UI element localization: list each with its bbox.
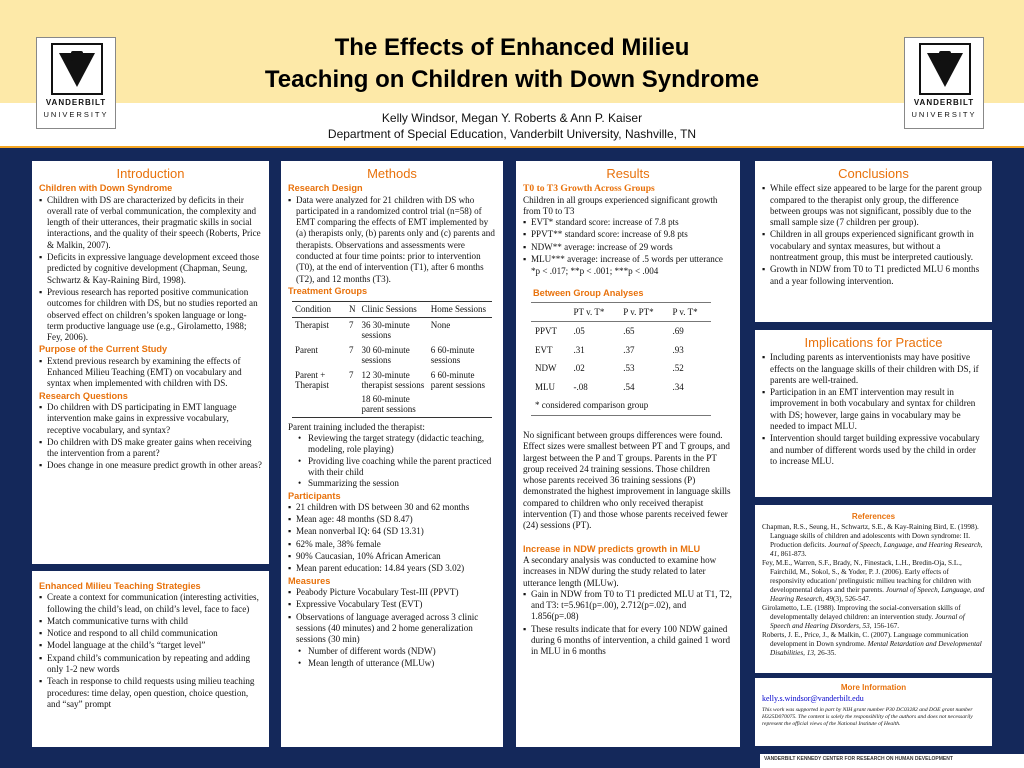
table-cell: 7 <box>348 344 354 355</box>
results-title: Results <box>606 166 650 181</box>
affiliation: Department of Special Education, Vanderbilt University, Nashville, TN <box>327 127 697 141</box>
table-cell: EVT <box>535 344 553 355</box>
column-header: Home Sessions <box>430 304 487 315</box>
bullet-item: ▪ Previous research has reported positive communication outcomes for children with DS, but no studies reported an observed effect on children’s spoken language or long-term productive language use (e.g., Girolametto, 1988; Fey, 2006). <box>39 287 262 343</box>
subheading: Research Design <box>288 183 363 194</box>
implications-panel <box>755 330 992 497</box>
bullet-item: ▪ Do children with DS participating in EMT language intervention make gains in expressive vocabulary, receptive vocabulary, and syntax? <box>39 402 262 436</box>
column-header: PT v. T* <box>573 306 605 317</box>
column-header: N <box>348 304 356 315</box>
email-link[interactable]: kelly.s.windsor@vanderbilt.edu <box>762 694 864 704</box>
vanderbilt-logo-right <box>904 37 984 129</box>
logo-university: UNIVERSITY <box>911 110 977 119</box>
bullet-list <box>762 183 985 287</box>
logo-university: UNIVERSITY <box>43 110 109 119</box>
table-cell: .65 <box>623 326 635 337</box>
observation-list <box>298 646 496 669</box>
significance-note: *p < .017; **p < .001; ***p < .004 <box>531 266 659 277</box>
table-row <box>292 368 492 418</box>
bullet-item: ▪ Children in all groups experienced significant growth in vocabulary and syntax measures, but without a nontreatment group, this must be interpreted cautiously. <box>762 229 985 263</box>
measures-list <box>288 587 496 645</box>
table-cell: 30 60-minute sessions <box>361 344 410 366</box>
column-header: P v. PT* <box>623 306 654 317</box>
subheading: Purpose of the Current Study <box>39 344 168 355</box>
column-header <box>531 302 569 322</box>
ref-text: Chapman, R.S., Seung, H., Schwartz, S.E., & Kay-Raining Bird, E. (1998). Language skills of children and adolescents with Down syndrome: II. Production deficits. <box>762 523 979 549</box>
list-item: • Reviewing the target strategy (didactic teaching, modeling, role playing) <box>298 433 496 456</box>
table-cell: 36 30-minute sessions <box>361 319 410 341</box>
bullet-item: ▪ PPVT** standard score: increase of 9.8 pts <box>523 229 733 240</box>
bullet-item: ▪ Deficits in expressive language development exceed those predicted by cognitive development (Chapman, Seung, Schwartz & Kay-Raining Bird, 1998). <box>39 252 262 286</box>
table-cell: -.08 <box>573 381 588 392</box>
results-paragraph: No significant between groups differences were found. Effect sizes were smallest between PT and T groups, and largest between the P and T groups. Parents in the PT group received 24 training sessions. Those children whose parents received 36 training sessions (P) demonstrated the highest improvement in language skills compared to children who only received therapist intervention (T) and those whose parents received fewer (24) sessions (PT). <box>523 429 731 531</box>
poster-header <box>0 0 1024 148</box>
bullet-list <box>288 195 496 285</box>
list-item: • Providing live coaching while the parent practiced with their child <box>298 456 496 479</box>
table-cell: .02 <box>573 363 585 374</box>
table-cell: Therapist <box>295 319 329 330</box>
subheading: Measures <box>288 575 331 586</box>
ref-pages: 26-35. <box>815 649 837 657</box>
emt-title: Enhanced Milieu Teaching Strategies <box>39 581 201 591</box>
vanderbilt-v-icon <box>919 43 971 95</box>
table-cell: Parent + Therapist <box>295 369 329 391</box>
subheading: Children with Down Syndrome <box>39 183 173 194</box>
table-cell: 7 <box>348 319 354 330</box>
more-info-title: More Information <box>840 683 907 692</box>
table-row <box>531 341 711 360</box>
subheading: Research Questions <box>39 390 128 401</box>
bullet-item: ▪ Children with DS are characterized by deficits in their overall rate of verbal communication, the complexity and length of their utterances, their pragmatic skills in social interactions, and the quality of their speech (Roberts, Price & Malkin, 2007). <box>39 195 262 251</box>
training-list <box>298 433 496 489</box>
bullet-item: ▪ Mean age: 48 months (SD 8.47) <box>288 514 496 525</box>
bullet-item: ▪ 90% Caucasian, 10% African American <box>288 551 496 562</box>
title-line-2: Teaching on Children with Down Syndrome <box>264 66 760 93</box>
bullet-list <box>39 195 262 344</box>
references-panel <box>755 505 992 673</box>
table-cell: None <box>430 319 451 330</box>
bullet-item: ▪ Mean parent education: 14.84 years (SD 3.02) <box>288 563 496 574</box>
list-item: • Mean length of utterance (MLUw) <box>298 658 496 669</box>
ref-text: Fey, M.E., Warren, S.F., Brady, N., Finestack, L.H., Bredin-Oja, S.L., Fairchild, M., Sokol, S., & Yoder, P. J. (2006). Early effects of responsivity education/ prelinguistic milieu teaching for children with developmental delays and their parents. <box>762 559 972 594</box>
bullet-list <box>39 592 262 710</box>
authors: Kelly Windsor, Megan Y. Roberts & Ann P. Kaiser <box>381 111 643 125</box>
column-header: Clinic Sessions <box>361 304 417 315</box>
cell-text: 18 60-minute parent sessions <box>361 393 416 415</box>
training-intro: Parent training included the therapist: <box>288 421 425 432</box>
table-cell: Parent <box>295 344 318 355</box>
bullet-item: ▪ Does change in one measure predict growth in other areas? <box>39 460 262 471</box>
treatment-groups-table <box>292 301 492 418</box>
implications-title: Implications for Practice <box>804 335 943 350</box>
bullet-item: ▪ Teach in response to child requests using milieu teaching procedures: time delay, open question, choice question, and “say” prompt <box>39 676 262 710</box>
table-cell: .37 <box>623 344 635 355</box>
bullet-item: ▪ Do children with DS make greater gains when receiving the intervention from a parent? <box>39 437 262 460</box>
list-item: • Number of different words (NDW) <box>298 646 496 657</box>
bullet-item: ▪ Including parents as interventionists may have positive effects on the language skills of their children with DS, if parents are well-trained. <box>762 352 985 386</box>
logo-name: VANDERBILT <box>45 98 107 107</box>
results-intro: Children in all groups experienced significant growth from T0 to T3 <box>523 194 718 216</box>
author-block <box>150 110 874 142</box>
ref-journal: Journal of Speech, Language, and Hearing Research, 49 <box>770 586 985 603</box>
footer-label: VANDERBILT KENNEDY CENTER FOR RESEARCH ON HUMAN DEVELOPMENT <box>764 756 953 762</box>
logo-name: VANDERBILT <box>913 98 975 107</box>
table-row <box>531 322 711 341</box>
reference-item <box>762 523 985 559</box>
ref-journal: Journal of Speech, Language, and Hearing Research, 41 <box>770 541 983 558</box>
table-cell: MLU <box>535 381 555 392</box>
cell-text: 12 30-minute therapist sessions <box>361 369 425 391</box>
vanderbilt-logo-left <box>36 37 116 129</box>
table-cell <box>358 368 427 418</box>
bullet-item: ▪ Model language at the child’s “target level” <box>39 640 262 651</box>
bullet-item: ▪ While effect size appeared to be large for the parent group compared to the therapist only group, the difference between groups was not significant, possibly due to the small sample size (7 children per group). <box>762 183 985 228</box>
bullet-list <box>39 356 262 390</box>
poster-title <box>150 32 874 96</box>
between-group-table <box>531 302 711 416</box>
table-cell: 6 60-minute parent sessions <box>430 369 486 391</box>
bullet-item: ▪ Extend previous research by examining the effects of Enhanced Milieu Teaching (EMT) on vocabulary and syntax when implemented with children with DS. <box>39 356 262 390</box>
bullet-item: ▪ Peabody Picture Vocabulary Test-III (PPVT) <box>288 587 496 598</box>
table-cell: .93 <box>672 344 684 355</box>
footer-strip <box>760 754 1024 768</box>
introduction-title: Introduction <box>116 166 185 181</box>
table-row <box>531 378 711 397</box>
table-row <box>292 317 492 343</box>
bullet-item: ▪ Notice and respond to all child communication <box>39 628 262 639</box>
bullet-item: ▪ Expressive Vocabulary Test (EVT) <box>288 599 496 610</box>
bullet-list <box>39 402 262 472</box>
list-item: • Summarizing the session <box>298 478 496 489</box>
table-note: * considered comparison group <box>535 400 649 411</box>
column-header: P v. T* <box>672 306 698 317</box>
ref-journal: Journal of Speech and Hearing Disorders, 53, <box>770 613 965 630</box>
methods-title: Methods <box>367 166 417 181</box>
table-cell: .54 <box>623 381 635 392</box>
table-cell: .69 <box>672 326 684 337</box>
subheading: Treatment Groups <box>288 285 368 296</box>
funding-note: This work was supported in part by NIH grant number P30 DC03282 and DOE grant number H325D070075. The content is solely the responsibility of the authors and does not necessarily represent the official views of the National Institute of Health. <box>762 706 973 727</box>
more-info-panel <box>755 678 992 746</box>
participants-list <box>288 502 496 575</box>
reference-item <box>762 631 985 658</box>
bullet-item: ▪ MLU*** average: increase of .5 words per utterance <box>523 254 733 265</box>
table-row <box>531 359 711 378</box>
introduction-panel <box>32 161 269 564</box>
table-cell: .53 <box>623 363 635 374</box>
bullet-item: ▪ 62% male, 38% female <box>288 539 496 550</box>
table-cell: .05 <box>573 326 585 337</box>
methods-panel <box>281 161 503 747</box>
conclusions-title: Conclusions <box>838 166 909 181</box>
title-line-1: The Effects of Enhanced Milieu <box>334 34 690 61</box>
bullet-list <box>523 589 733 658</box>
bullet-item: ▪ Create a context for communication (interesting activities, following the child’s lead, on child’s level, face to face) <box>39 592 262 615</box>
subheading: Increase in NDW predicts growth in MLU <box>523 543 701 554</box>
reference-item <box>762 559 985 604</box>
ref-text: Girolametto, L.E. (1988). Improving the social-conversation skills of developmentally delayed children: an intervention study. <box>762 604 961 621</box>
ref-pages: , 861-873. <box>777 550 807 558</box>
bullet-item: ▪ Mean nonverbal IQ: 64 (SD 13.31) <box>288 526 496 537</box>
bullet-list <box>523 217 733 265</box>
table-cell: 7 <box>348 369 354 380</box>
bullet-item: ▪ Growth in NDW from T0 to T1 predicted MLU 6 months and a year following intervention. <box>762 264 985 287</box>
emt-strategies-panel <box>32 571 269 747</box>
table-cell: NDW <box>535 363 557 374</box>
bullet-item: ▪ Intervention should target building expressive vocabulary and number of different words used by the child in order to increase MLU. <box>762 433 985 467</box>
conclusions-panel <box>755 161 992 322</box>
table-header-row <box>531 302 711 322</box>
bullet-item: ▪ Match communicative turns with child <box>39 616 262 627</box>
table-cell: .34 <box>672 381 684 392</box>
table-cell: 6 60-minute sessions <box>430 344 475 366</box>
subheading: Between Group Analyses <box>533 287 644 298</box>
reference-item <box>762 604 985 631</box>
table-cell: .31 <box>573 344 585 355</box>
vanderbilt-v-icon <box>51 43 103 95</box>
bullet-item: ▪ NDW** average: increase of 29 words <box>523 242 733 253</box>
table-header-row <box>292 302 492 318</box>
column-header: Condition <box>295 304 332 315</box>
bullet-item: ▪ Data were analyzed for 21 children with DS who participated in a randomized control trial (n=58) of EMT comparing the effects of EMT implemented by (a) therapists only, (b) parents only and (c) parents and therapists. Observations and assessments were conducted at four time points: prior to intervention (T0), at the end of intervention (T1), after 6 months (T2), and 12 months (T3). <box>288 195 496 285</box>
ref-journal: Mental Retardation and Developmental Disabilities, 13, <box>770 640 982 657</box>
ref-pages: (3), 526-547. <box>833 595 871 603</box>
table-row <box>531 396 711 415</box>
table-row <box>292 343 492 368</box>
subheading: T0 to T3 Growth Across Groups <box>523 183 655 195</box>
bullet-list <box>762 352 985 467</box>
bullet-item: ▪ 21 children with DS between 30 and 62 months <box>288 502 496 513</box>
results-paragraph: A secondary analysis was conducted to examine how increases in NDW during the study related to later utterance length (MLUw). <box>523 554 717 588</box>
ref-pages: 156-167. <box>871 622 900 630</box>
table-cell: .52 <box>672 363 684 374</box>
results-panel <box>516 161 740 747</box>
table-cell: PPVT <box>535 326 558 337</box>
bullet-item: ▪ Participation in an EMT intervention may result in improvement in both vocabulary and syntax for children with DS; however, large gains in vocabulary may be needed to impact MLU. <box>762 387 985 432</box>
ref-text: Roberts, J. E., Price, J., & Malkin, C. (2007). Language communication development in Down syndrome. <box>762 631 969 648</box>
bullet-item: ▪ These results indicate that for every 100 NDW gained during 6 months of intervention, a child gained 1 word in MLU in 6 months <box>523 624 733 658</box>
bullet-item: ▪ Observations of language averaged across 3 clinic sessions (40 minutes) and 2 home generalization sessions (30 min) <box>288 612 496 646</box>
subheading: Participants <box>288 490 341 501</box>
bullet-item: ▪ Gain in NDW from T0 to T1 predicted MLU at T1, T2, and T3: t=5.961(p=.00), 2.712(p=.02), and 1.856(p=.08) <box>523 589 733 623</box>
bullet-item: ▪ EVT* standard score: increase of 7.8 pts <box>523 217 733 228</box>
references-title: References <box>851 512 896 521</box>
bullet-item: ▪ Expand child’s communication by repeating and adding only 1-2 new words <box>39 653 262 676</box>
